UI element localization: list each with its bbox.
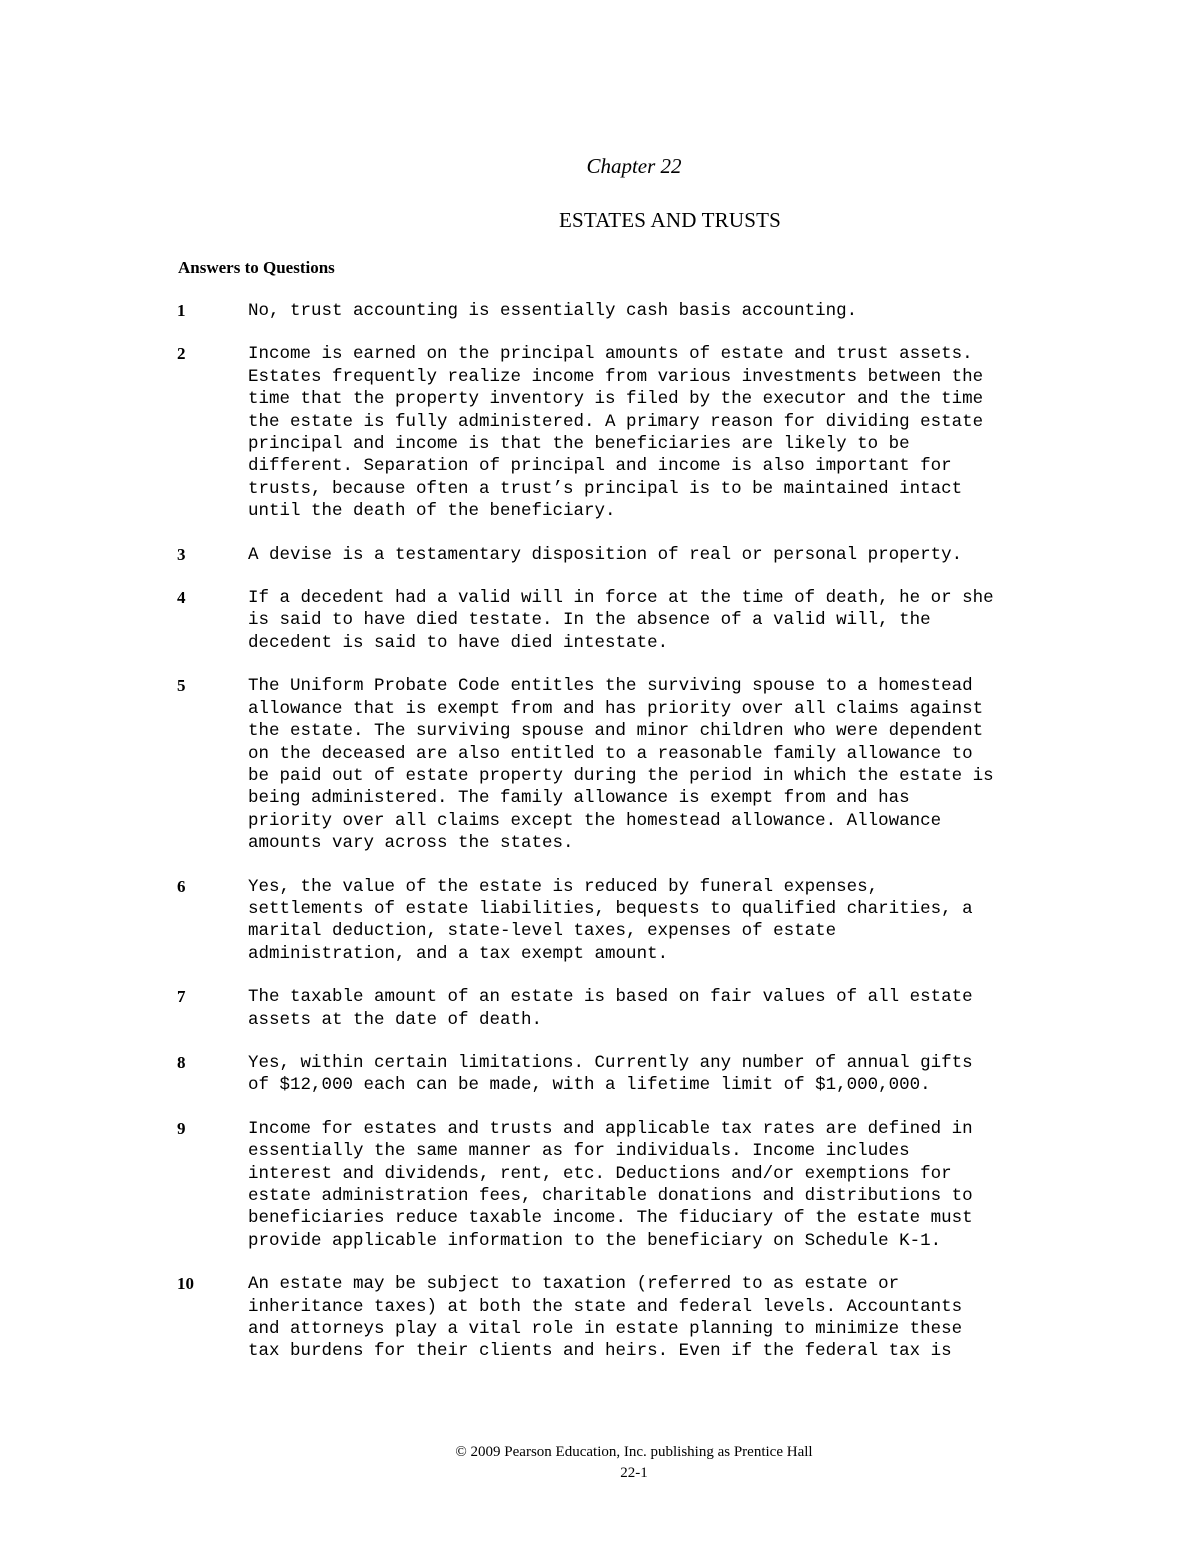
answer-text: An estate may be subject to taxation (referred to as estate or inheritance taxes) at both the state and federal levels. Accountants and attorneys play a vital role in estate planning to minimize these tax burdens for their clients and heirs. Even if the federal tax is: [248, 1274, 963, 1362]
answer-number: 8: [177, 1052, 186, 1072]
answer-text: Yes, the value of the estate is reduced by funeral expenses, settlements of estate liabilities, bequests to qualified charities, a marital deduction, state-level taxes, expenses of estate administration, and a tax exempt amount.: [248, 876, 973, 964]
answer-item-10: [0, 1273, 1200, 1363]
answer-item-7: [0, 986, 1200, 1031]
answers-list: [0, 300, 1200, 1384]
answer-item-9: [0, 1118, 1200, 1252]
answer-text: No, trust accounting is essentially cash basis accounting.: [248, 301, 858, 321]
answer-item-4: [0, 587, 1200, 654]
copyright-notice: © 2009 Pearson Education, Inc. publishing as Prentice Hall: [455, 1444, 813, 1460]
answer-item-6: [0, 876, 1200, 966]
answer-text: Yes, within certain limitations. Currently any number of annual gifts of $12,000 each can be made, with a lifetime limit of $1,000,000.: [248, 1052, 973, 1096]
answer-item-1: [0, 300, 1200, 322]
answer-text: If a decedent had a valid will in force at the time of death, he or she is said to have died testate. In the absence of a valid will, the decedent is said to have died intestate.: [248, 588, 994, 653]
answer-text: A devise is a testamentary disposition of real or personal property.: [248, 544, 963, 565]
answer-item-5: [0, 675, 1200, 854]
answer-number: 5: [177, 676, 186, 696]
answer-number: 9: [177, 1118, 186, 1138]
answer-number: 3: [177, 544, 186, 564]
answer-number: 10: [177, 1274, 194, 1294]
answer-text: Income for estates and trusts and applicable tax rates are defined in essentially the same manner as for individuals. Income includes interest and dividends, rent, etc. Deductions and/or exemptions for estate administration fees, charitable donations and distributions to beneficiaries reduce taxable income. The fiduciary of the estate must provide applicable information to the beneficiary on Schedule K-1.: [248, 1118, 973, 1251]
page-number: 22-1: [620, 1465, 648, 1481]
answer-item-2: [0, 343, 1200, 522]
chapter-label: Chapter 22: [586, 154, 682, 178]
page-title: ESTATES AND TRUSTS: [558, 208, 782, 232]
answer-item-8: [0, 1052, 1200, 1097]
answer-text: The Uniform Probate Code entitles the surviving spouse to a homestead allowance that is exempt from and has priority over all claims against the estate. The surviving spouse and minor children who were dependent on the deceased are also entitled to a reasonable family allowance to be paid out of estate property during the period in which the estate is being administered. The family allowance is exempt from and has priority over all claims except the homestead allowance. Allowance amounts vary across the states.: [248, 676, 994, 854]
answer-number: 4: [177, 588, 186, 608]
answer-number: 7: [177, 987, 186, 1007]
answer-number: 1: [177, 301, 186, 320]
answer-item-3: [0, 544, 1200, 566]
answer-text: The taxable amount of an estate is based on fair values of all estate assets at the date of death.: [248, 987, 973, 1030]
answer-text: Income is earned on the principal amounts of estate and trust assets. Estates frequently realize income from various investments between the time that the property inventory is filed by the executor and the time the estate is fully administered. A primary reason for dividing estate principal and income is that the beneficiaries are likely to be different. Separation of principal and income is also important for trusts, because often a trust’s principal is to be maintained intact until the death of the beneficiary.: [248, 344, 984, 522]
page-footer: [0, 1442, 1200, 1484]
answer-number: 2: [177, 344, 186, 364]
section-heading: Answers to Questions: [178, 258, 335, 277]
answer-number: 6: [177, 876, 186, 896]
